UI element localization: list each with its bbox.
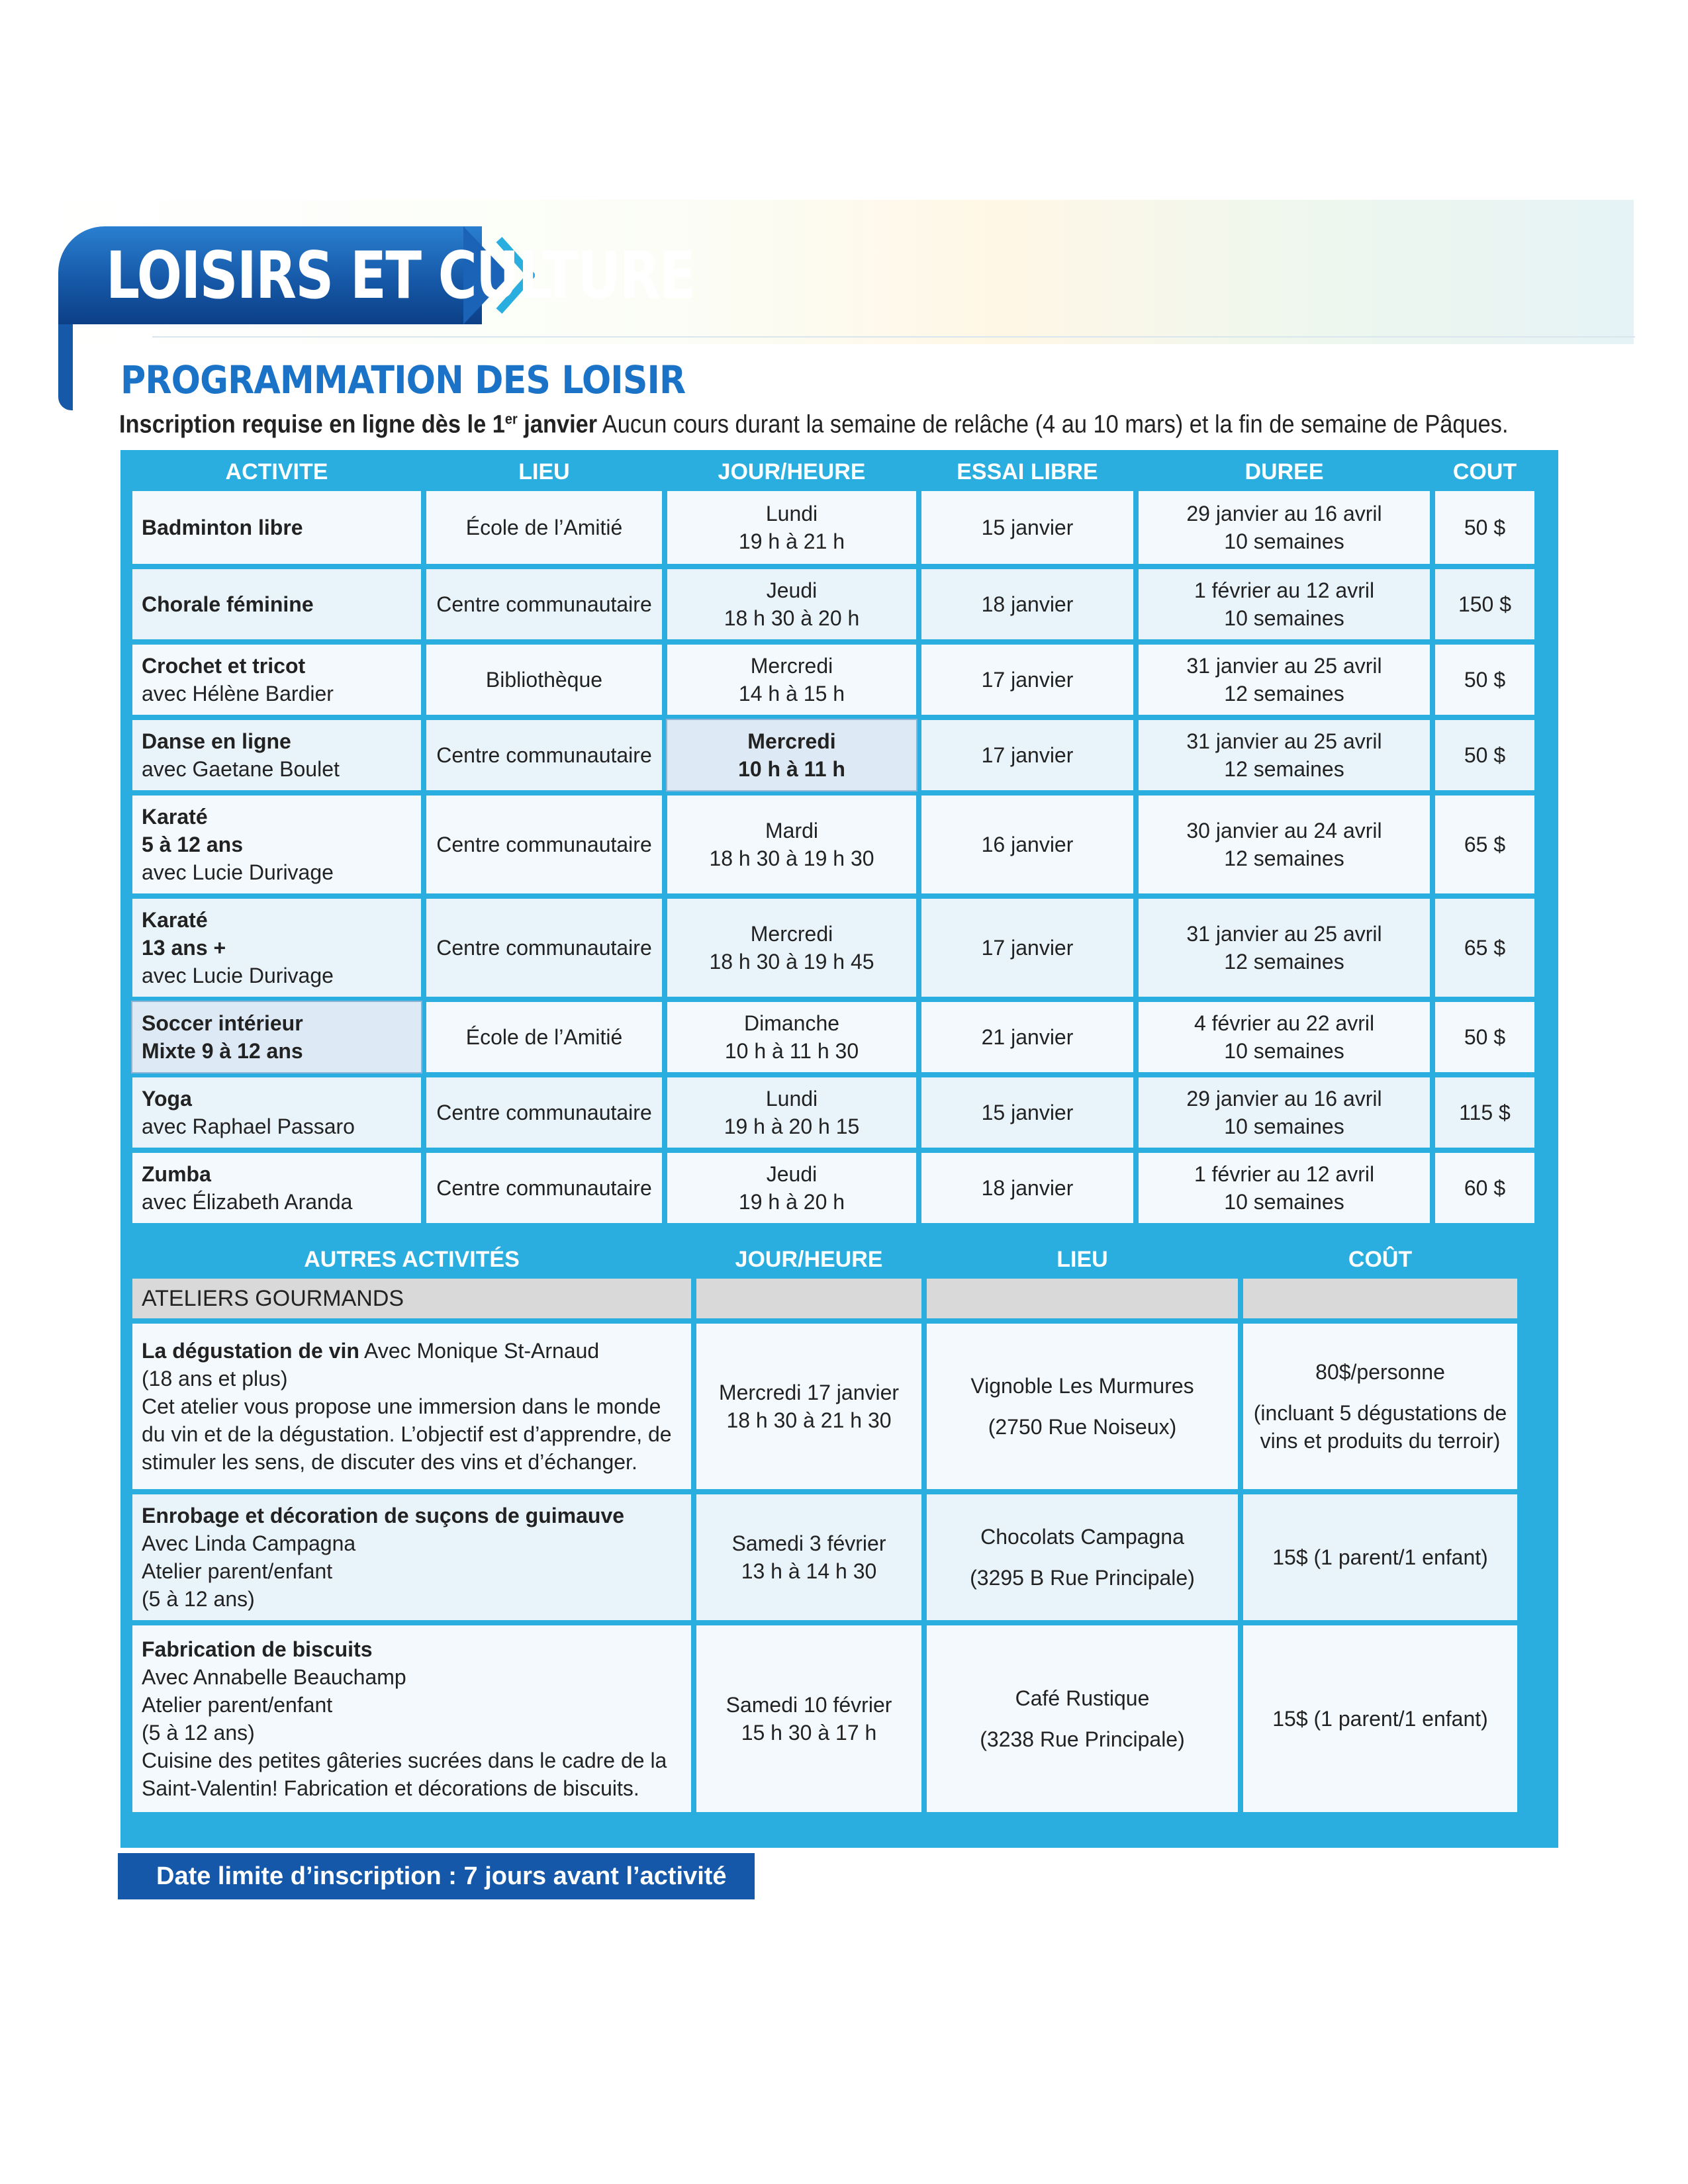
duree-cell: 30 janvier au 24 avril 12 semaines (1139, 796, 1430, 893)
essai-cell: 18 janvier (921, 1153, 1133, 1223)
registration-deadline-banner: Date limite d’inscription : 7 jours avant l’activité (118, 1853, 755, 1899)
essai-cell: 15 janvier (921, 491, 1133, 564)
col-jour-heure: JOUR/HEURE (667, 458, 916, 486)
lieu-cell: Centre communautaire (426, 899, 662, 997)
lieu-cell: École de l’Amitié (426, 491, 662, 564)
cout-cell: 65 $ (1435, 796, 1534, 893)
duree-cell: 31 janvier au 25 avril 12 semaines (1139, 645, 1430, 715)
table-row (132, 1625, 1517, 1812)
activities-table (127, 453, 1540, 1228)
col-cout: COUT (1435, 458, 1534, 486)
essai-cell: 15 janvier (921, 1077, 1133, 1148)
table-row (132, 899, 1534, 997)
activity-cell: Crochet et tricot avec Hélène Bardier (132, 645, 421, 715)
notice-sup: er (504, 410, 518, 427)
cout-cell: 115 $ (1435, 1077, 1534, 1148)
table-row (132, 796, 1534, 893)
activity-cell-highlighted: Soccer intérieur Mixte 9 à 12 ans (132, 1002, 421, 1072)
jour-cell: Mardi 18 h 30 à 19 h 30 (667, 796, 916, 893)
other-header-row (132, 1246, 1517, 1273)
workshop-cout: 15$ (1 parent/1 enfant) (1243, 1494, 1517, 1620)
cout-cell: 65 $ (1435, 899, 1534, 997)
workshop-date: Samedi 3 février 13 h à 14 h 30 (696, 1494, 921, 1620)
lieu-cell: École de l’Amitié (426, 1002, 662, 1072)
workshop-lieu: Café Rustique (3238 Rue Principale) (927, 1625, 1238, 1812)
activity-cell: Karaté 13 ans + avec Lucie Durivage (132, 899, 421, 997)
cout-cell: 50 $ (1435, 1002, 1534, 1072)
table-row (132, 569, 1534, 639)
section-blank (927, 1279, 1238, 1318)
col-cout-2: COÛT (1243, 1246, 1517, 1273)
essai-cell: 16 janvier (921, 796, 1133, 893)
workshop-cout: 15$ (1 parent/1 enfant) (1243, 1625, 1517, 1812)
table-row (132, 1077, 1534, 1148)
cout-cell: 50 $ (1435, 645, 1534, 715)
duree-cell: 31 janvier au 25 avril 12 semaines (1139, 899, 1430, 997)
jour-cell: Mercredi 14 h à 15 h (667, 645, 916, 715)
workshop-lieu: Vignoble Les Murmures (2750 Rue Noiseux) (927, 1324, 1238, 1489)
page-subtitle: PROGRAMMATION DES LOISIR (120, 357, 686, 402)
section-label: ATELIERS GOURMANDS (132, 1279, 691, 1318)
notice-bold: Inscription requise en ligne dès le 1 (119, 410, 505, 439)
other-activities-table (127, 1240, 1523, 1817)
col-autres-activites: AUTRES ACTIVITÉS (132, 1246, 691, 1273)
col-lieu-2: LIEU (927, 1246, 1238, 1273)
lieu-cell: Centre communautaire (426, 1153, 662, 1223)
workshop-description: La dégustation de vin Avec Monique St-Arnaud (18 ans et plus) Cet atelier vous propose une immersion dans le monde du vin et de la dégustation. L’objectif est d’apprendre, de stimuler les sens, de discuter des vins et d’échanger. (132, 1324, 691, 1489)
col-duree: DUREE (1139, 458, 1430, 486)
workshop-description: Enrobage et décoration de suçons de guimauve Avec Linda Campagna Atelier parent/enfant (5 à 12 ans) (132, 1494, 691, 1620)
col-jour-heure-2: JOUR/HEURE (696, 1246, 921, 1273)
duree-cell: 1 février au 12 avril 10 semaines (1139, 1153, 1430, 1223)
header-rule (152, 336, 1635, 338)
table-row (132, 645, 1534, 715)
table-row (132, 1002, 1534, 1072)
workshop-description: Fabrication de biscuits Avec Annabelle Beauchamp Atelier parent/enfant (5 à 12 ans) Cuisine des petites gâteries sucrées dans le cadre de la Saint-Valentin! Fabrication et décorations de biscuits. (132, 1625, 691, 1812)
lieu-cell: Centre communautaire (426, 569, 662, 639)
essai-cell: 17 janvier (921, 645, 1133, 715)
essai-cell: 17 janvier (921, 899, 1133, 997)
notice-rest: Aucun cours durant la semaine de relâche (4 au 10 mars) et la fin de semaine de Pâques. (597, 410, 1509, 439)
activity-cell: Danse en ligne avec Gaetane Boulet (132, 720, 421, 790)
ribbon-tail (58, 311, 73, 410)
duree-cell: 29 janvier au 16 avril 10 semaines (1139, 491, 1430, 564)
section-row (132, 1279, 1517, 1318)
col-essai-libre: ESSAI LIBRE (921, 458, 1133, 486)
jour-cell: Lundi 19 h à 20 h 15 (667, 1077, 916, 1148)
activity-cell: Chorale féminine (132, 569, 421, 639)
jour-cell: Lundi 19 h à 21 h (667, 491, 916, 564)
essai-cell: 21 janvier (921, 1002, 1133, 1072)
duree-cell: 4 février au 22 avril 10 semaines (1139, 1002, 1430, 1072)
jour-cell-highlighted: Mercredi 10 h à 11 h (667, 720, 916, 790)
workshop-date: Mercredi 17 janvier 18 h 30 à 21 h 30 (696, 1324, 921, 1489)
jour-cell: Jeudi 18 h 30 à 20 h (667, 569, 916, 639)
col-lieu: LIEU (426, 458, 662, 486)
activity-cell: Badminton libre (132, 491, 421, 564)
lieu-cell: Bibliothèque (426, 645, 662, 715)
jour-cell: Jeudi 19 h à 20 h (667, 1153, 916, 1223)
lieu-cell: Centre communautaire (426, 796, 662, 893)
section-title: LOISIRS ET CULTURE (106, 238, 695, 314)
col-activite: ACTIVITE (132, 458, 421, 486)
lieu-cell: Centre communautaire (426, 720, 662, 790)
activity-cell: Zumba avec Élizabeth Aranda (132, 1153, 421, 1223)
cout-cell: 50 $ (1435, 720, 1534, 790)
duree-cell: 1 février au 12 avril 10 semaines (1139, 569, 1430, 639)
registration-notice (119, 410, 1509, 439)
duree-cell: 29 janvier au 16 avril 10 semaines (1139, 1077, 1430, 1148)
activity-cell: Karaté 5 à 12 ans avec Lucie Durivage (132, 796, 421, 893)
essai-cell: 18 janvier (921, 569, 1133, 639)
table-row (132, 720, 1534, 790)
table-row (132, 1494, 1517, 1620)
jour-cell: Dimanche 10 h à 11 h 30 (667, 1002, 916, 1072)
activities-header-row (132, 458, 1534, 486)
jour-cell: Mercredi 18 h 30 à 19 h 45 (667, 899, 916, 997)
cout-cell: 60 $ (1435, 1153, 1534, 1223)
workshop-lieu: Chocolats Campagna (3295 B Rue Principale) (927, 1494, 1238, 1620)
duree-cell: 31 janvier au 25 avril 12 semaines (1139, 720, 1430, 790)
table-row (132, 1153, 1534, 1223)
section-blank (696, 1279, 921, 1318)
table-row (132, 1324, 1517, 1489)
lieu-cell: Centre communautaire (426, 1077, 662, 1148)
activity-cell: Yoga avec Raphael Passaro (132, 1077, 421, 1148)
cout-cell: 50 $ (1435, 491, 1534, 564)
section-blank (1243, 1279, 1517, 1318)
cout-cell: 150 $ (1435, 569, 1534, 639)
notice-bold-2: janvier (517, 410, 598, 439)
essai-cell: 17 janvier (921, 720, 1133, 790)
workshop-date: Samedi 10 février 15 h 30 à 17 h (696, 1625, 921, 1812)
table-row (132, 491, 1534, 564)
workshop-cout: 80$/personne (incluant 5 dégustations de vins et produits du terroir) (1243, 1324, 1517, 1489)
